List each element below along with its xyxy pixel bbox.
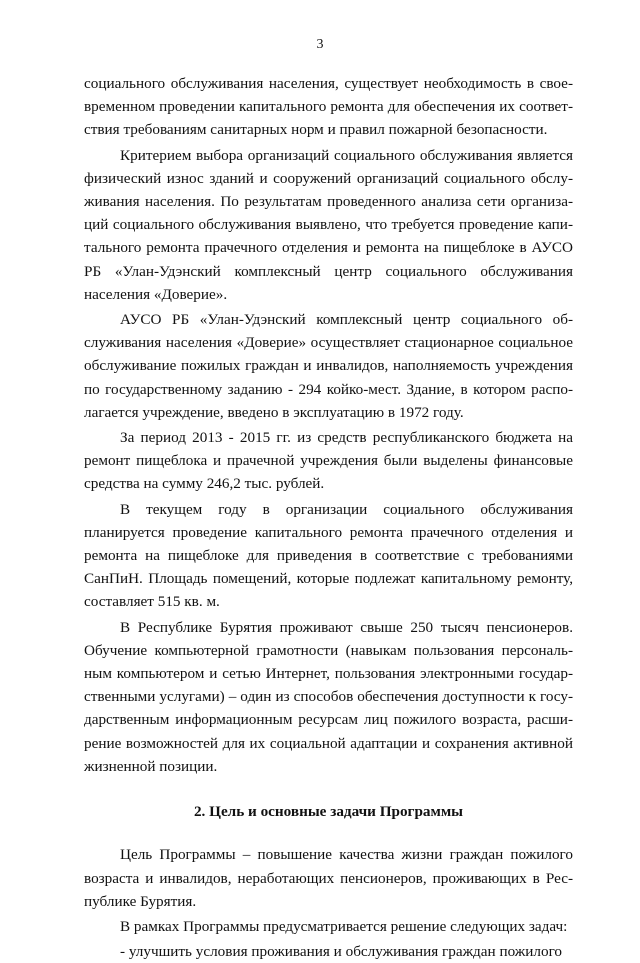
paragraph-auso-description: АУСО РБ «Улан-Удэнский комплексный центр социального обслуживания населения «Доверие» осуществляет стационарное социальное обслуживание пожилых граждан и инвалидов, наполняемость учреждения по государственному заданию - 294 койко-мест. Здание, в котором располагается учреждение, введено в эксплуатацию в 1972 году. xyxy=(84,311,573,421)
page-number: 3 xyxy=(316,37,324,52)
paragraph-funding-2013-2015: За период 2013 - 2015 гг. из средств республиканского бюджета на ремонт пищеблока и прачечной учреждения были выделены финансовые средства на сумму 246,2 тыс. рублей. xyxy=(84,429,573,493)
paragraph-selection-criteria: Критерием выбора организаций социального обслуживания является физический износ зданий и сооружений организаций социального обслуживания населения. По результатам проведенного анализа сети организаций социального обслуживания выявлено, что требуется проведение капитального ремонта прачечного отделения и ремонта на пищеблоке в АУСО РБ «Улан-Удэнский комплексный центр социального обслуживания населения «Доверие». xyxy=(84,146,573,303)
paragraph-tasks-intro: В рамках Программы предусматривается решение следующих задач: xyxy=(120,917,568,935)
section-heading: 2. Цель и основные задачи Программы xyxy=(193,803,464,821)
paragraph-continuation: социального обслуживания населения, существует необходимость в своевременном проведении капитального ремонта для обеспечения их соответствия требованиям санитарных норм и правил пожарной безопасности. xyxy=(84,75,573,139)
paragraph-program-goal: Цель Программы – повышение качества жизни граждан пожилого возраста и инвалидов, неработающих пенсионеров, проживающих в Республике Бурятия. xyxy=(84,846,573,910)
list-item-task: - улучшить условия проживания и обслуживания граждан пожилого xyxy=(120,943,563,961)
paragraph-current-year-repair: В текущем году в организации социального обслуживания планируется проведение капитального ремонта прачечного отделения и ремонта на пищеблоке для приведения в соответствие с требованиями СанПиН. Площадь помещений, которые подлежат капитальному ремонту, составляет 515 кв. м. xyxy=(84,500,573,611)
paragraph-computer-literacy: В Республике Бурятия проживают свыше 250 тысяч пенсионеров. Обучение компьютерной грамотности (навыкам пользования персональным компьютером и сетью Интернет, пользования электронными государственными услугами) – один из способов обеспечения доступности к государственным информационным ресурсам лиц пожилого возраста, расширение возможностей для их социальной адаптации и сохранения активной жизненной позиции. xyxy=(84,618,573,775)
document-body xyxy=(84,72,573,963)
